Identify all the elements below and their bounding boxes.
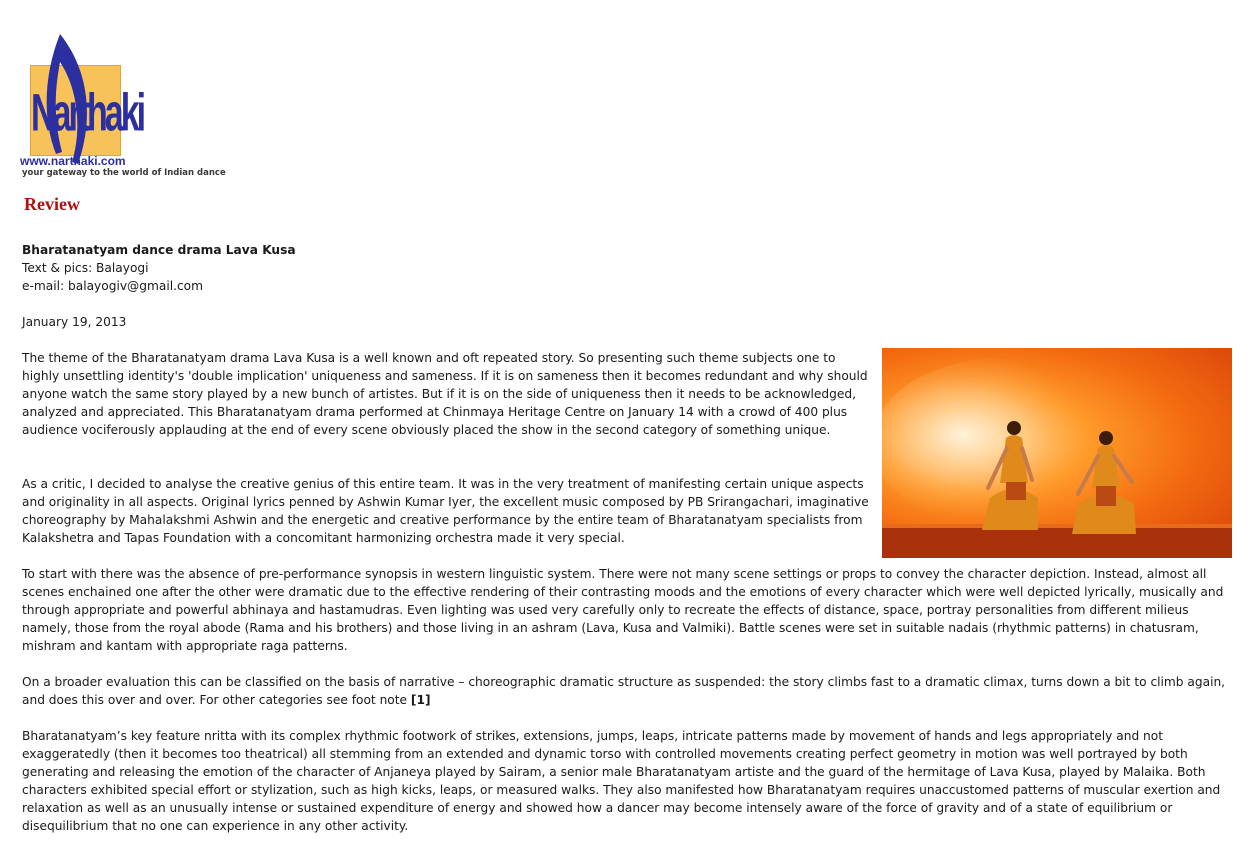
site-logo[interactable] bbox=[20, 34, 250, 184]
dance-photo bbox=[882, 348, 1232, 558]
logo-wordmark: Narthaki bbox=[31, 84, 144, 143]
logo-tagline: your gateway to the world of Indian dance bbox=[22, 168, 226, 178]
dancers-illustration bbox=[882, 348, 1232, 558]
article-email[interactable]: e-mail: balayogiv@gmail.com bbox=[22, 279, 203, 293]
paragraph-4-text: On a broader evaluation this can be classified on the basis of narrative – choreographic dramatic structure as suspended: the story climbs fast to a dramatic climax, turns down a bit to climb again, and does this over and over. For other categories see foot note bbox=[22, 675, 1226, 707]
paragraph-1: The theme of the Bharatanatyam drama Lava Kusa is a well known and oft repeated story. So presenting such theme subjects one to highly unsettling identity's 'double implication' uniqueness and sameness. If it is on sameness then it becomes redundant and why should anyone watch the same story played by a new bunch of artistes. But if it is on the side of uniqueness then it needs to be acknowledged, analyzed and appreciated. This Bharatanatyam drama performed at Chinmaya Heritage Centre on January 14 with a crowd of 400 plus audience vociferously applauding at the end of every scene obviously placed the show in the second category of something unique. bbox=[22, 351, 868, 437]
article-title: Bharatanatyam dance drama Lava Kusa bbox=[22, 243, 296, 257]
article-date: January 19, 2013 bbox=[22, 315, 127, 329]
footnote-link[interactable]: [1] bbox=[410, 693, 431, 707]
paragraph-3: To start with there was the absence of pre-performance synopsis in western linguistic system. There were not many scene settings or props to convey the character depiction. Instead, almost all scenes enchained one after the other were dramatic due to the effective rendering of their contrasting moods and the emotions of every character which were well depicted lyrically, musically and through appropriate and powerful abhinaya and hastamudras. Even lighting was used very carefully only to recreate the effects of distance, space, portray personalities from different milieus namely, those from the royal abode (Rama and his brothers) and those living in an ashram (Lava, Kusa and Valmiki). Battle scenes were set in suitable nadais (rhythmic patterns) in chatusram, mishram and kantam with appropriate raga patterns. bbox=[22, 567, 1224, 653]
paragraph-2: As a critic, I decided to analyse the creative genius of this entire team. It was in the very treatment of manifesting certain unique aspects and originality in all aspects. Original lyrics penned by Ashwin Kumar Iyer, the excellent music composed by PB Srirangachari, imaginative choreography by Mahalakshmi Ashwin and the energetic and creative performance by the entire team of Bharatanatyam specialists from Kalakshetra and Tapas Foundation with a concomitant harmonizing orchestra made it very special. bbox=[22, 477, 869, 545]
section-title: Review bbox=[24, 194, 80, 214]
logo-url[interactable]: www.narthaki.com bbox=[20, 154, 126, 168]
paragraph-5: Bharatanatyam’s key feature nritta with its complex rhythmic footwork of strikes, extensions, jumps, leaps, intricate patterns made by movement of hands and legs appropriately and not exaggeratedly (then it becomes too theatrical) all stemming from an extended and dynamic torso with controlled movements creating perfect geometry in motion was well portrayed by both generating and releasing the emotion of the character of Anjaneya played by Sairam, a senior male Bharatanatyam artiste and the guard of the hermitage of Lava Kusa, played by Malaika. Both characters exhibited special effort or stylization, such as high kicks, leaps, or measured walks. They also manifested how Bharatanatyam requires unaccustomed patterns of muscular exertion and relaxation as well as an unusually intense or sustained expenditure of energy and showed how a dancer may become intensely aware of the force of gravity and of a state of equilibrium or disequilibrium that no one can experience in any other activity. bbox=[22, 729, 1221, 833]
article-meta bbox=[22, 241, 296, 295]
paragraph-4 bbox=[22, 673, 1236, 709]
article-byline: Text & pics: Balayogi bbox=[22, 261, 149, 275]
